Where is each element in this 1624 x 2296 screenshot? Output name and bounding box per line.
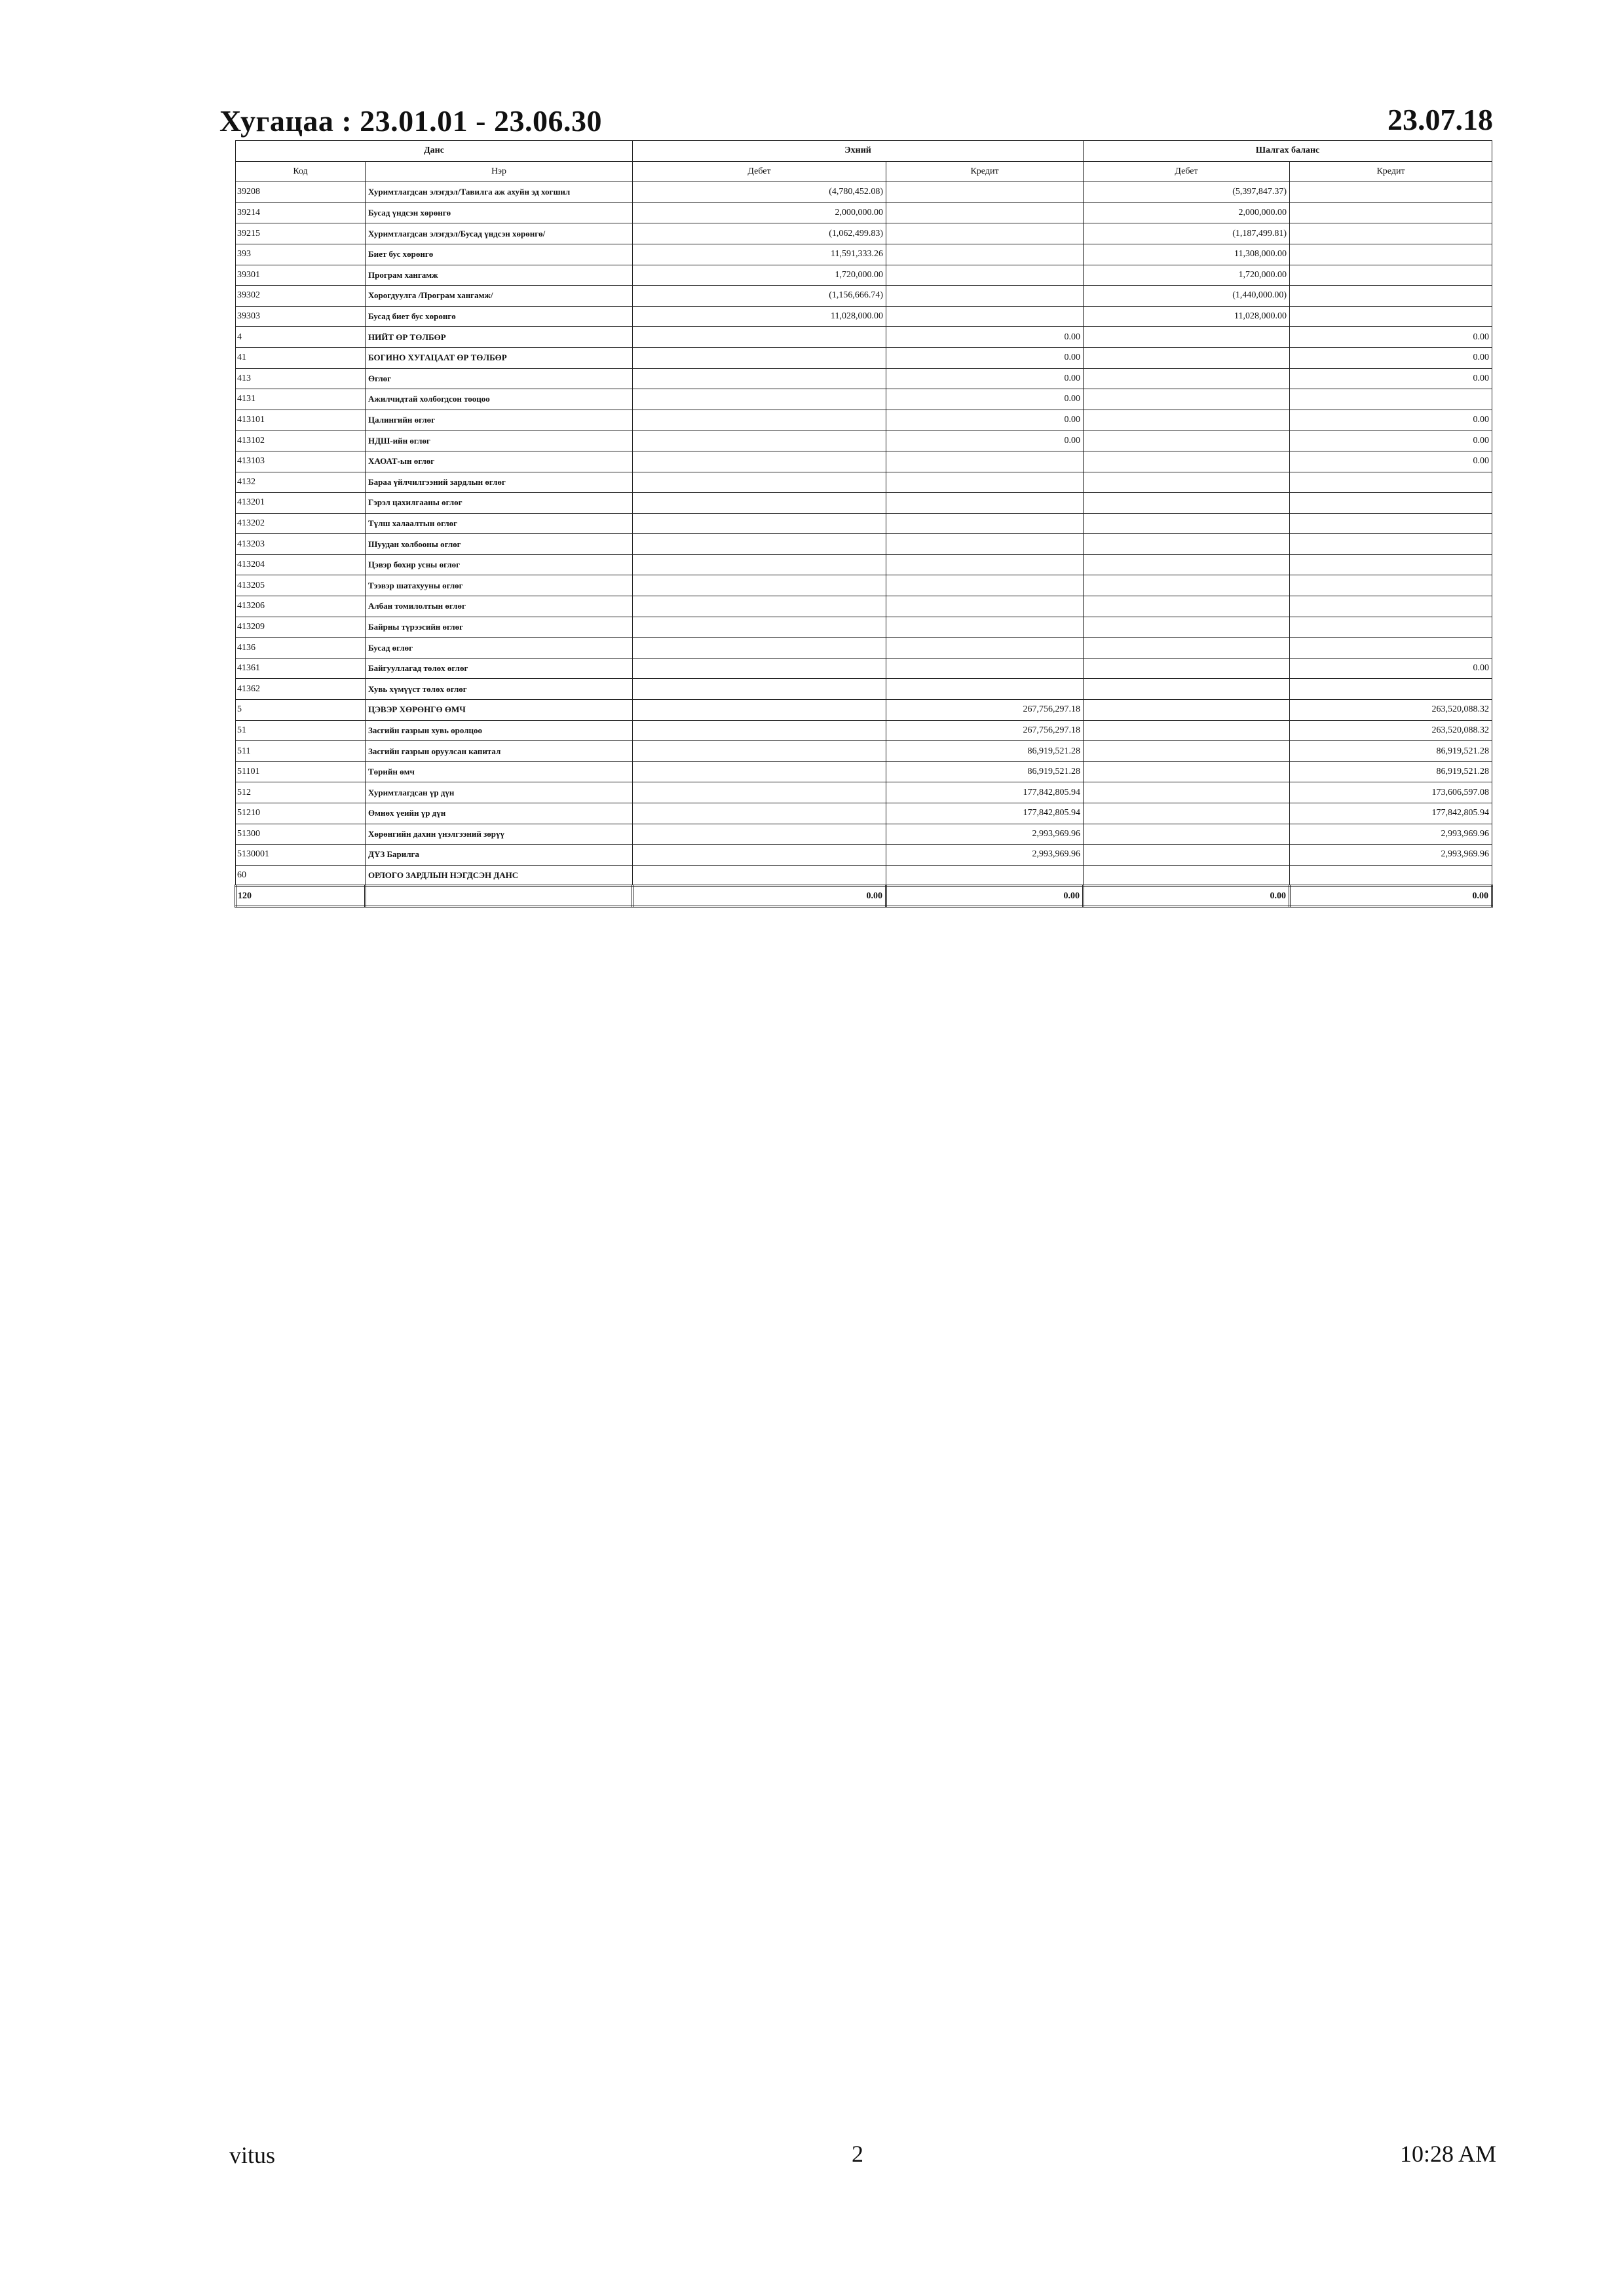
cell-opening-credit — [886, 534, 1084, 555]
cell-opening-credit: 177,842,805.94 — [886, 803, 1084, 824]
cell-opening-credit — [886, 575, 1084, 596]
table-row — [236, 368, 1492, 389]
table-row — [236, 306, 1492, 327]
cell-opening-credit: 267,756,297.18 — [886, 700, 1084, 721]
cell-balance-debit — [1084, 389, 1290, 410]
cell-name: Бусад өглөг — [366, 638, 633, 659]
cell-opening-debit — [633, 368, 886, 389]
cell-balance-debit — [1084, 700, 1290, 721]
total-opening-credit: 0.00 — [886, 886, 1084, 907]
cell-name: Цалингийн өглөг — [366, 410, 633, 430]
cell-balance-debit — [1084, 493, 1290, 514]
cell-name: НДШ-ийн өглөг — [366, 430, 633, 451]
total-balance-debit: 0.00 — [1084, 886, 1290, 907]
table-row — [236, 803, 1492, 824]
cell-code: 51300 — [236, 824, 366, 845]
column-header-balance-credit: Кредит — [1290, 161, 1492, 182]
ledger-body — [236, 182, 1492, 886]
cell-code: 5 — [236, 700, 366, 721]
cell-balance-credit: 173,606,597.08 — [1290, 782, 1492, 803]
cell-balance-debit — [1084, 368, 1290, 389]
cell-code: 413201 — [236, 493, 366, 514]
cell-opening-credit: 0.00 — [886, 389, 1084, 410]
cell-name: Бараа үйлчилгээний зардлын өглөг — [366, 472, 633, 493]
footer-time: 10:28 AM — [1399, 2141, 1496, 2167]
cell-balance-debit — [1084, 472, 1290, 493]
cell-name: Хуримтлагдсан элэгдэл/Тавилга аж ахуйн эд хогшил — [366, 182, 633, 203]
cell-opening-credit: 0.00 — [886, 368, 1084, 389]
cell-opening-debit — [633, 451, 886, 472]
cell-code: 51101 — [236, 761, 366, 782]
table-row — [236, 596, 1492, 617]
cell-balance-debit — [1084, 327, 1290, 348]
cell-balance-debit — [1084, 430, 1290, 451]
total-code: 120 — [236, 886, 366, 907]
cell-name: БОГИНО ХУГАЦААТ ӨР ТӨЛБӨР — [366, 347, 633, 368]
cell-balance-credit: 86,919,521.28 — [1290, 741, 1492, 762]
cell-code: 41361 — [236, 658, 366, 679]
cell-opening-debit: 1,720,000.00 — [633, 265, 886, 286]
cell-opening-debit — [633, 720, 886, 741]
cell-code: 39214 — [236, 202, 366, 223]
cell-opening-debit — [633, 865, 886, 886]
cell-code: 4136 — [236, 638, 366, 659]
table-row — [236, 244, 1492, 265]
cell-code: 5130001 — [236, 845, 366, 866]
footer-user: vitus — [229, 2142, 276, 2168]
cell-name: Бусад биет бус хөрөнгө — [366, 306, 633, 327]
cell-opening-debit — [633, 824, 886, 845]
cell-opening-credit: 0.00 — [886, 327, 1084, 348]
cell-opening-credit: 0.00 — [886, 347, 1084, 368]
table-row — [236, 617, 1492, 638]
cell-opening-debit: 11,028,000.00 — [633, 306, 886, 327]
cell-balance-debit — [1084, 575, 1290, 596]
table-row — [236, 824, 1492, 845]
cell-balance-credit: 2,993,969.96 — [1290, 824, 1492, 845]
cell-code: 4131 — [236, 389, 366, 410]
table-row — [236, 865, 1492, 886]
cell-balance-credit: 0.00 — [1290, 368, 1492, 389]
cell-opening-debit — [633, 617, 886, 638]
cell-balance-debit — [1084, 617, 1290, 638]
cell-code: 60 — [236, 865, 366, 886]
cell-code: 413203 — [236, 534, 366, 555]
cell-opening-debit — [633, 700, 886, 721]
cell-opening-debit — [633, 347, 886, 368]
cell-balance-credit — [1290, 389, 1492, 410]
cell-balance-credit — [1290, 223, 1492, 244]
cell-name: Хуримтлагдсан үр дүн — [366, 782, 633, 803]
cell-code: 413103 — [236, 451, 366, 472]
cell-opening-credit: 86,919,521.28 — [886, 761, 1084, 782]
cell-opening-credit: 2,993,969.96 — [886, 824, 1084, 845]
cell-balance-debit — [1084, 824, 1290, 845]
cell-balance-debit: (1,187,499.81) — [1084, 223, 1290, 244]
cell-name: Хөрөнгийн дахин үнэлгээний зөрүү — [366, 824, 633, 845]
cell-opening-credit — [886, 493, 1084, 514]
cell-balance-credit — [1290, 638, 1492, 659]
total-name — [366, 886, 633, 907]
cell-name: Засгийн газрын хувь оролцоо — [366, 720, 633, 741]
cell-opening-debit — [633, 513, 886, 534]
cell-opening-credit — [886, 617, 1084, 638]
cell-balance-debit — [1084, 679, 1290, 700]
table-row — [236, 534, 1492, 555]
cell-balance-debit — [1084, 451, 1290, 472]
cell-opening-credit — [886, 554, 1084, 575]
cell-opening-debit: (1,062,499.83) — [633, 223, 886, 244]
cell-opening-debit — [633, 327, 886, 348]
cell-opening-debit — [633, 845, 886, 866]
cell-opening-credit — [886, 658, 1084, 679]
cell-balance-credit — [1290, 472, 1492, 493]
cell-code: 51 — [236, 720, 366, 741]
cell-opening-credit — [886, 513, 1084, 534]
column-header-balance-debit: Дебет — [1084, 161, 1290, 182]
cell-code: 39215 — [236, 223, 366, 244]
cell-balance-credit — [1290, 596, 1492, 617]
total-opening-debit: 0.00 — [633, 886, 886, 907]
cell-opening-credit — [886, 265, 1084, 286]
cell-code: 39302 — [236, 286, 366, 307]
cell-balance-debit — [1084, 658, 1290, 679]
cell-balance-debit — [1084, 761, 1290, 782]
cell-code: 413206 — [236, 596, 366, 617]
cell-balance-credit — [1290, 679, 1492, 700]
cell-name: Биет бус хөрөнгө — [366, 244, 633, 265]
cell-balance-credit: 177,842,805.94 — [1290, 803, 1492, 824]
table-row — [236, 327, 1492, 348]
cell-code: 41 — [236, 347, 366, 368]
cell-code: 39301 — [236, 265, 366, 286]
cell-code: 413209 — [236, 617, 366, 638]
cell-balance-debit — [1084, 741, 1290, 762]
group-header-account: Данс — [236, 141, 633, 162]
table-row — [236, 658, 1492, 679]
cell-balance-credit — [1290, 534, 1492, 555]
cell-code: 413101 — [236, 410, 366, 430]
cell-balance-credit — [1290, 306, 1492, 327]
table-row — [236, 182, 1492, 203]
cell-code: 41362 — [236, 679, 366, 700]
cell-opening-credit: 0.00 — [886, 430, 1084, 451]
cell-opening-credit — [886, 596, 1084, 617]
cell-opening-debit — [633, 741, 886, 762]
cell-opening-credit: 0.00 — [886, 410, 1084, 430]
cell-opening-credit — [886, 679, 1084, 700]
cell-opening-debit — [633, 575, 886, 596]
cell-code: 4 — [236, 327, 366, 348]
table-row — [236, 845, 1492, 866]
cell-balance-credit — [1290, 513, 1492, 534]
cell-name: Шуудан холбооны өглөг — [366, 534, 633, 555]
cell-balance-credit: 263,520,088.32 — [1290, 720, 1492, 741]
cell-balance-debit: (5,397,847.37) — [1084, 182, 1290, 203]
cell-opening-credit: 86,919,521.28 — [886, 741, 1084, 762]
cell-opening-credit — [886, 286, 1084, 307]
table-row — [236, 720, 1492, 741]
cell-opening-credit — [886, 182, 1084, 203]
cell-code: 413204 — [236, 554, 366, 575]
cell-name: Байгууллагад төлөх өглөг — [366, 658, 633, 679]
table-row — [236, 554, 1492, 575]
table-row — [236, 761, 1492, 782]
cell-opening-debit — [633, 493, 886, 514]
cell-code: 393 — [236, 244, 366, 265]
cell-opening-debit — [633, 658, 886, 679]
cell-balance-credit — [1290, 202, 1492, 223]
cell-opening-debit — [633, 430, 886, 451]
table-row — [236, 389, 1492, 410]
total-balance-credit: 0.00 — [1290, 886, 1492, 907]
cell-name: Засгийн газрын оруулсан капитал — [366, 741, 633, 762]
table-row — [236, 493, 1492, 514]
cell-name: ОРЛОГО ЗАРДЛЫН НЭГДСЭН ДАНС — [366, 865, 633, 886]
cell-code: 413205 — [236, 575, 366, 596]
cell-balance-debit — [1084, 720, 1290, 741]
cell-balance-credit: 0.00 — [1290, 347, 1492, 368]
table-row — [236, 286, 1492, 307]
cell-name: Цэвэр бохир усны өглөг — [366, 554, 633, 575]
cell-balance-debit — [1084, 554, 1290, 575]
cell-name: Төрийн өмч — [366, 761, 633, 782]
cell-opening-debit — [633, 761, 886, 782]
cell-balance-credit — [1290, 265, 1492, 286]
cell-code: 51210 — [236, 803, 366, 824]
print-date: 23.07.18 — [1388, 103, 1493, 136]
cell-name: Тээвэр шатахууны өглөг — [366, 575, 633, 596]
cell-opening-debit: 2,000,000.00 — [633, 202, 886, 223]
cell-name: Хувь хүмүүст төлөх өглөг — [366, 679, 633, 700]
cell-name: Хорогдуулга /Програм хангамж/ — [366, 286, 633, 307]
cell-balance-debit — [1084, 845, 1290, 866]
table-row — [236, 575, 1492, 596]
cell-name: Байрны түрээсийн өглөг — [366, 617, 633, 638]
cell-balance-debit — [1084, 596, 1290, 617]
cell-balance-credit: 0.00 — [1290, 451, 1492, 472]
cell-balance-debit — [1084, 782, 1290, 803]
cell-code: 39208 — [236, 182, 366, 203]
cell-balance-debit — [1084, 534, 1290, 555]
total-row — [236, 886, 1492, 907]
cell-name: Бусад үндсэн хөрөнгө — [366, 202, 633, 223]
cell-opening-debit — [633, 638, 886, 659]
cell-balance-credit: 86,919,521.28 — [1290, 761, 1492, 782]
table-row — [236, 223, 1492, 244]
table-row — [236, 347, 1492, 368]
table-row — [236, 513, 1492, 534]
cell-opening-credit — [886, 865, 1084, 886]
column-header-opening-credit: Кредит — [886, 161, 1084, 182]
cell-opening-debit — [633, 554, 886, 575]
cell-opening-debit — [633, 534, 886, 555]
table-row — [236, 472, 1492, 493]
table-row — [236, 638, 1492, 659]
cell-opening-debit — [633, 596, 886, 617]
cell-opening-debit — [633, 679, 886, 700]
cell-name: Түлш халаалтын өглөг — [366, 513, 633, 534]
cell-balance-debit — [1084, 347, 1290, 368]
cell-opening-debit — [633, 803, 886, 824]
cell-balance-debit — [1084, 803, 1290, 824]
cell-opening-debit — [633, 472, 886, 493]
table-row — [236, 679, 1492, 700]
cell-name: Програм хангамж — [366, 265, 633, 286]
group-header-opening: Эхний — [633, 141, 1084, 162]
cell-opening-debit: 11,591,333.26 — [633, 244, 886, 265]
cell-balance-credit — [1290, 575, 1492, 596]
cell-name: ЦЭВЭР ХӨРӨНГӨ ӨМЧ — [366, 700, 633, 721]
cell-opening-credit — [886, 451, 1084, 472]
cell-opening-credit — [886, 223, 1084, 244]
cell-name: ХАОАТ-ын өглөг — [366, 451, 633, 472]
table-row — [236, 741, 1492, 762]
cell-opening-credit — [886, 472, 1084, 493]
cell-balance-credit — [1290, 617, 1492, 638]
footer-page-number: 2 — [852, 2141, 863, 2167]
table-row — [236, 410, 1492, 430]
cell-balance-credit: 0.00 — [1290, 327, 1492, 348]
cell-code: 512 — [236, 782, 366, 803]
cell-opening-credit — [886, 202, 1084, 223]
cell-code: 413102 — [236, 430, 366, 451]
cell-code: 511 — [236, 741, 366, 762]
cell-opening-debit — [633, 389, 886, 410]
report-period: Хугацаа : 23.01.01 - 23.06.30 — [219, 104, 602, 138]
cell-balance-debit: 2,000,000.00 — [1084, 202, 1290, 223]
cell-name: Өглөг — [366, 368, 633, 389]
cell-balance-credit — [1290, 554, 1492, 575]
cell-name: ДҮЗ Барилга — [366, 845, 633, 866]
cell-name: Ажилчидтай холбогдсон тооцоо — [366, 389, 633, 410]
cell-opening-credit — [886, 244, 1084, 265]
cell-opening-credit — [886, 638, 1084, 659]
cell-opening-debit: (4,780,452.08) — [633, 182, 886, 203]
cell-opening-debit — [633, 410, 886, 430]
cell-balance-debit: (1,440,000.00) — [1084, 286, 1290, 307]
cell-balance-credit: 0.00 — [1290, 430, 1492, 451]
table-row — [236, 451, 1492, 472]
table-row — [236, 430, 1492, 451]
cell-opening-credit — [886, 306, 1084, 327]
table-row — [236, 202, 1492, 223]
table-row — [236, 265, 1492, 286]
cell-opening-credit: 177,842,805.94 — [886, 782, 1084, 803]
cell-balance-debit — [1084, 410, 1290, 430]
cell-name: Гэрэл цахилгааны өглөг — [366, 493, 633, 514]
cell-opening-credit: 2,993,969.96 — [886, 845, 1084, 866]
cell-opening-debit: (1,156,666.74) — [633, 286, 886, 307]
column-header-code: Код — [236, 161, 366, 182]
cell-name: Өмнөх үеийн үр дүн — [366, 803, 633, 824]
cell-balance-credit — [1290, 865, 1492, 886]
cell-name: Хуримтлагдсан элэгдэл/Бусад үндсэн хөрөнгө/ — [366, 223, 633, 244]
cell-balance-credit: 0.00 — [1290, 658, 1492, 679]
cell-balance-credit: 263,520,088.32 — [1290, 700, 1492, 721]
cell-code: 39303 — [236, 306, 366, 327]
cell-code: 413 — [236, 368, 366, 389]
group-header-row — [236, 141, 1492, 162]
cell-name: НИЙТ ӨР ТӨЛБӨР — [366, 327, 633, 348]
cell-opening-credit: 267,756,297.18 — [886, 720, 1084, 741]
column-header-row — [236, 161, 1492, 182]
cell-balance-credit: 0.00 — [1290, 410, 1492, 430]
cell-code: 4132 — [236, 472, 366, 493]
cell-balance-debit — [1084, 638, 1290, 659]
cell-opening-debit — [633, 782, 886, 803]
group-header-check-balance: Шалгах баланс — [1084, 141, 1492, 162]
cell-balance-credit — [1290, 286, 1492, 307]
table-row — [236, 700, 1492, 721]
cell-balance-credit — [1290, 493, 1492, 514]
cell-name: Албан томилолтын өглөг — [366, 596, 633, 617]
trial-balance-table — [235, 140, 1493, 908]
cell-balance-credit: 2,993,969.96 — [1290, 845, 1492, 866]
cell-balance-debit: 11,308,000.00 — [1084, 244, 1290, 265]
cell-balance-debit — [1084, 865, 1290, 886]
column-header-name: Нэр — [366, 161, 633, 182]
cell-balance-credit — [1290, 182, 1492, 203]
cell-code: 413202 — [236, 513, 366, 534]
cell-balance-debit: 1,720,000.00 — [1084, 265, 1290, 286]
cell-balance-debit: 11,028,000.00 — [1084, 306, 1290, 327]
table-row — [236, 782, 1492, 803]
cell-balance-debit — [1084, 513, 1290, 534]
column-header-opening-debit: Дебет — [633, 161, 886, 182]
cell-balance-credit — [1290, 244, 1492, 265]
